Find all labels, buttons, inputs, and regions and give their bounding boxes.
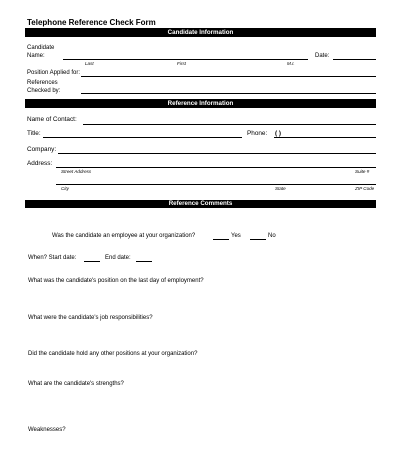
title-label: Title: <box>27 130 41 137</box>
section-header-candidate <box>25 28 376 37</box>
city-state-zip-field[interactable] <box>56 184 376 185</box>
date-label: Date: <box>315 53 330 59</box>
question-strengths: What are the candidate's strengths? <box>28 381 124 387</box>
middle-initial-caption: M.I. <box>287 61 295 66</box>
section-header-candidate-label: Candidate Information <box>167 29 234 36</box>
start-date-field[interactable] <box>84 261 100 262</box>
yes-label: Yes <box>231 233 241 239</box>
section-header-comments-label: Reference Comments <box>168 200 233 207</box>
suite-caption: Suite # <box>355 169 370 174</box>
candidate-name-field[interactable] <box>63 59 308 60</box>
section-header-reference <box>25 99 376 108</box>
position-applied-field[interactable] <box>81 76 376 77</box>
question-responsibilities: What were the candidate's job responsibilities? <box>28 315 153 321</box>
candidate-name-label: Candidate Name: <box>27 45 55 59</box>
company-field[interactable] <box>58 153 376 154</box>
no-label: No <box>268 233 276 239</box>
street-address-caption: Street Address <box>61 169 92 174</box>
street-address-field[interactable] <box>56 167 376 168</box>
state-caption: State <box>275 186 286 191</box>
date-field[interactable] <box>333 59 376 60</box>
start-date-label: When? Start date: <box>28 255 77 261</box>
contact-name-label: Name of Contact: <box>27 116 77 123</box>
question-last-position: What was the candidate's position on the last day of employment? <box>28 278 204 284</box>
section-header-comments <box>25 200 376 208</box>
section-header-reference-label: Reference Information <box>167 100 234 107</box>
form-title: Telephone Reference Check Form <box>27 18 156 27</box>
no-blank[interactable] <box>250 239 266 240</box>
first-name-caption: First <box>177 61 186 66</box>
company-label: Company: <box>27 146 57 153</box>
references-checked-label: References Checked by: <box>27 80 61 94</box>
position-applied-label: Position Applied for: <box>27 70 81 76</box>
title-field[interactable] <box>43 137 242 138</box>
question-employee: Was the candidate an employee at your organization? <box>52 233 196 239</box>
zip-caption: ZIP Code <box>355 186 375 191</box>
references-checked-field[interactable] <box>81 93 376 94</box>
city-caption: City <box>61 186 69 191</box>
yes-blank[interactable] <box>213 239 229 240</box>
question-weaknesses: Weaknesses? <box>28 427 66 433</box>
phone-field[interactable] <box>274 137 376 138</box>
end-date-field[interactable] <box>136 261 152 262</box>
phone-area-code: ( ) <box>275 130 282 137</box>
last-name-caption: Last <box>85 61 94 66</box>
question-other-positions: Did the candidate hold any other positions at your organization? <box>28 351 198 357</box>
end-date-label: End date: <box>105 255 131 261</box>
phone-label: Phone: <box>247 130 268 137</box>
contact-name-field[interactable] <box>83 124 376 125</box>
address-label: Address: <box>27 160 53 167</box>
